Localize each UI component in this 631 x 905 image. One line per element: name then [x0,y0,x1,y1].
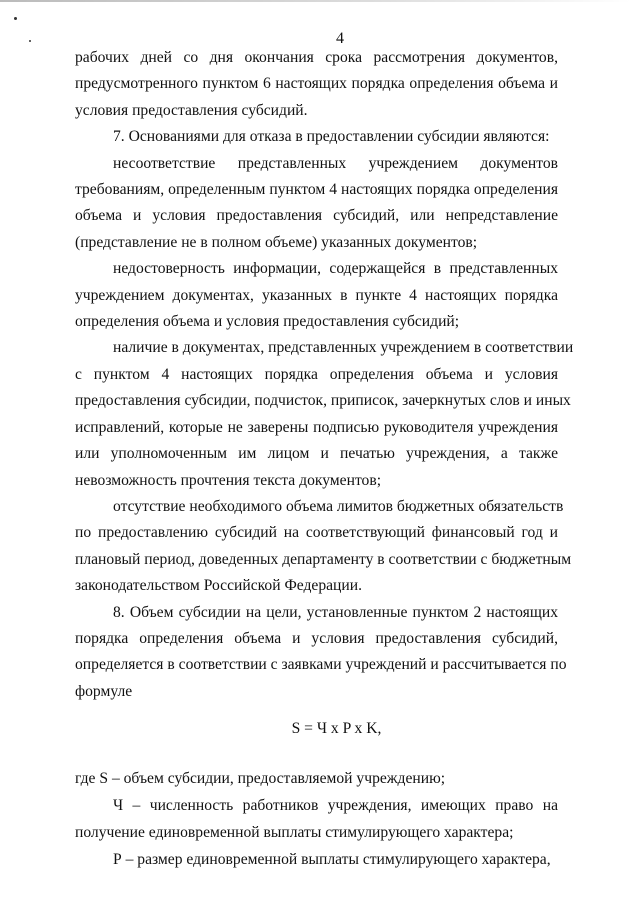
text-line: 8. Объем субсидии на цели, установленные пунктом 2 настоящих [113,603,558,621]
text-line: исправлений, которые не заверены подписью руководителя учреждения [75,418,558,436]
text-line: (представление не в полном объеме) указанных документов; [75,233,478,251]
text-line: определения объема и условия предоставления субсидий; [75,313,460,331]
scan-edge [0,0,631,2]
definition [75,765,558,792]
paragraph [75,45,558,124]
text-line: недостоверность информации, содержащейся в представленных [113,260,558,278]
text-line: получение единовременной выплаты стимулирующего характера; [75,823,514,841]
paragraph [75,600,567,706]
scan-speck [14,17,17,20]
paragraph [75,256,558,335]
text-line: невозможность прочтения текста документов; [75,471,382,489]
text-line: рабочих дней со дня окончания срока рассмотрения документов, [75,49,558,66]
text-line: предоставления субсидии, подчисток, приписок, зачеркнутых слов и иных [75,392,571,410]
text-line: плановый период, доведенных департаменту в соответствии с бюджетным [75,550,572,568]
text-line: определяется в соответствии с заявками учреждений и рассчитывается по [75,656,567,674]
text-line: требованиям, определенным пунктом 4 настоящих порядка определения [75,181,558,199]
text-line: предусмотренного пунктом 6 настоящих порядка определения объема и [75,75,558,93]
page-number: 4 [336,30,344,47]
text-line: условия предоставления субсидий. [75,101,308,119]
paragraph [75,124,558,150]
text-line: Ч – численность работников учреждения, имеющих право на [113,796,558,814]
paragraph [75,335,574,493]
text-line: порядка определения объема и условия предоставления субсидий, [75,629,558,647]
definition [75,846,558,873]
text-line: несоответствие представленных учреждением документов [113,154,558,172]
definition [75,792,558,846]
text-line: Р – размер единовременной выплаты стимулирующего характера, [113,850,551,868]
scan-speck [29,40,31,42]
text-line: отсутствие необходимого объема лимитов бюджетных обязательств [113,497,564,515]
text-line: объема и условия предоставления субсидий, или непредставление [75,207,558,225]
text-line: учреждением документах, указанных в пункте 4 настоящих порядка [75,286,558,304]
paragraph [75,494,572,600]
text-line: 7. Основаниями для отказа в предоставлении субсидии являются: [113,128,550,146]
formula: S = Ч x P x K, [291,719,382,737]
document-body [75,45,574,873]
text-line: где S – объем субсидии, предоставляемой учреждению; [75,769,446,787]
text-line: формуле [75,682,133,700]
text-line: по предоставлению субсидий на соответствующий финансовый год и [75,524,558,542]
text-line: наличие в документах, представленных учреждением в соответствии [113,339,574,357]
text-line: или уполномоченным им лицом и печатью учреждения, а также [75,445,558,463]
paragraph [75,151,558,257]
text-line: с пунктом 4 настоящих порядка определения объема и условия [75,365,558,383]
text-line: законодательством Российской Федерации. [75,577,362,595]
